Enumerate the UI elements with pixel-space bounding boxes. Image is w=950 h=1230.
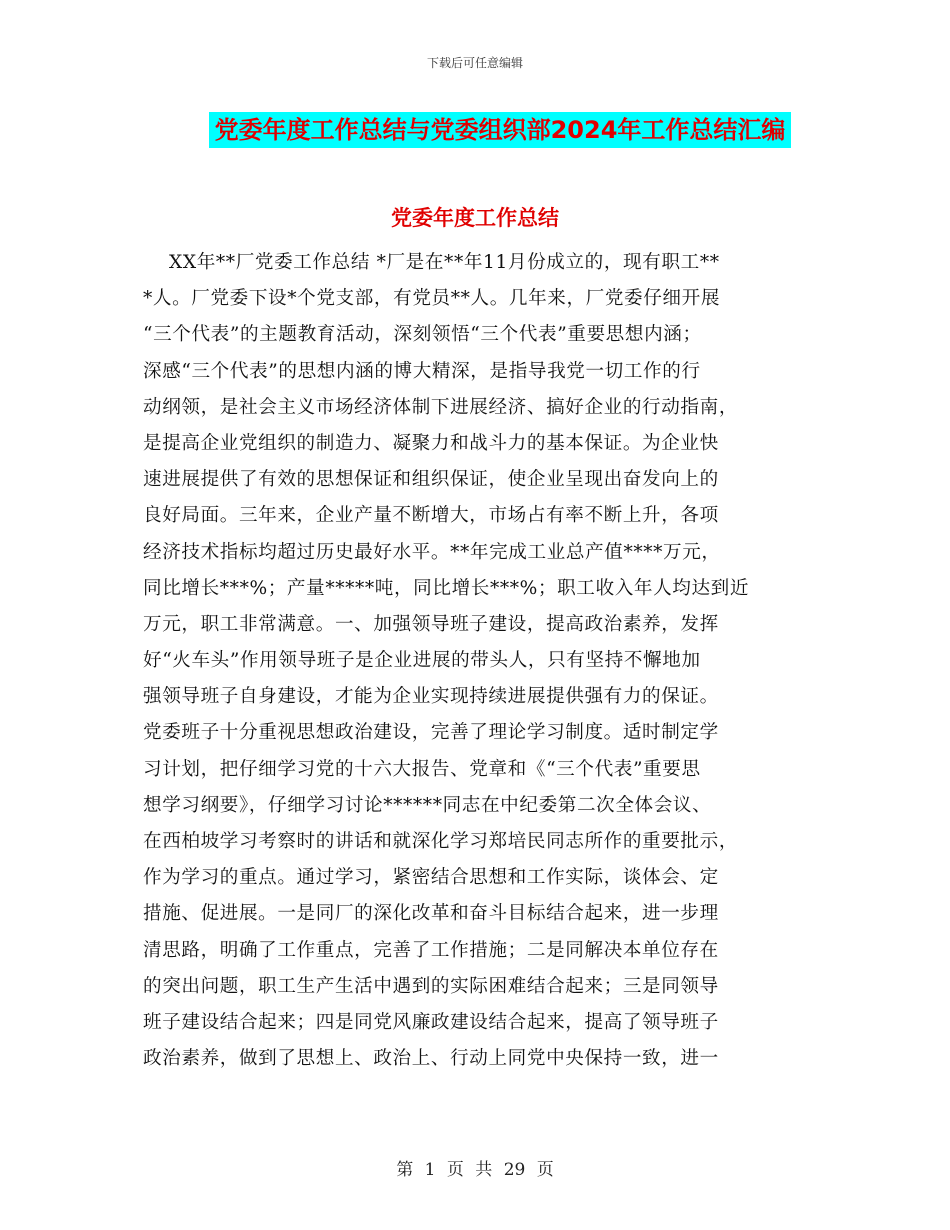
body-line: 强领导班子自身建设，才能为企业实现持续进展提供强有力的保证。: [143, 686, 719, 708]
body-line: 党委班子十分重视思想政治建设，完善了理论学习制度。适时制定学: [143, 722, 719, 744]
body-line: 深感“三个代表”的思想内涵的博大精深，是指导我党一切工作的行: [143, 360, 701, 382]
document-title: 党委年度工作总结与党委组织部2024年工作总结汇编: [209, 112, 792, 148]
body-line: 万元，职工非常满意。一、加强领导班子建设，提高政治素养，发挥: [143, 613, 719, 635]
body-line: 政治素养，做到了思想上、政治上、行动上同党中央保持一致，进一: [143, 1048, 719, 1070]
body-line: 措施、促进展。一是同厂的深化改革和奋斗目标结合起来，进一步理: [143, 903, 719, 925]
body-line: 习计划，把仔细学习党的十六大报告、党章和《“三个代表”重要思: [143, 758, 701, 780]
body-line: 好“火车头”作用领导班子是企业进展的带头人，只有坚持不懈地加: [143, 650, 701, 672]
body-line: 想学习纲要》，仔细学习讨论******同志在中纪委第二次全体会议、: [143, 794, 712, 816]
body-line: XX年**厂党委工作总结 *厂是在**年11月份成立的，现有职工**: [143, 252, 720, 273]
body-line: 的突出问题，职工生产生活中遇到的实际困难结合起来；三是同领导: [143, 975, 719, 997]
body-line: *人。厂党委下设*个党支部，有党员**人。几年来，厂党委仔细开展: [143, 288, 721, 310]
body-text: [143, 245, 811, 1077]
body-line: 良好局面。三年来，企业产量不断增大，市场占有率不断上升，各项: [143, 505, 719, 527]
body-line: 在西柏坡学习考察时的讲话和就深化学习郑培民同志所作的重要批示，: [143, 831, 739, 852]
document-title-wrap: [0, 112, 950, 148]
section-title: 党委年度工作总结: [391, 206, 559, 230]
header-note: 下载后可任意编辑: [426, 56, 523, 70]
body-line: 班子建设结合起来；四是同党风廉政建设结合起来，提高了领导班子: [143, 1011, 719, 1033]
body-line: 是提高企业党组织的制造力、凝聚力和战斗力的基本保证。为企业快: [143, 432, 719, 454]
body-line: 同比增长***%；产量*****吨，同比增长***%；职工收入年人均达到近: [143, 577, 750, 599]
body-line: 作为学习的重点。通过学习，紧密结合思想和工作实际，谈体会、定: [143, 867, 719, 889]
body-line: 清思路，明确了工作重点，完善了工作措施；二是同解决本单位存在: [143, 939, 719, 961]
body-line: 动纲领，是社会主义市场经济体制下进展经济、搞好企业的行动指南，: [143, 396, 739, 418]
body-line: 速进展提供了有效的思想保证和组织保证，使企业呈现出奋发向上的: [143, 469, 719, 491]
page-footer: 第 1 页 共 29 页: [396, 1160, 554, 1180]
body-line: 经济技术指标均超过历史最好水平。**年完成工业总产值****万元，: [143, 541, 721, 563]
body-line: “三个代表”的主题教育活动，深刻领悟“三个代表”重要思想内涵；: [143, 324, 702, 346]
